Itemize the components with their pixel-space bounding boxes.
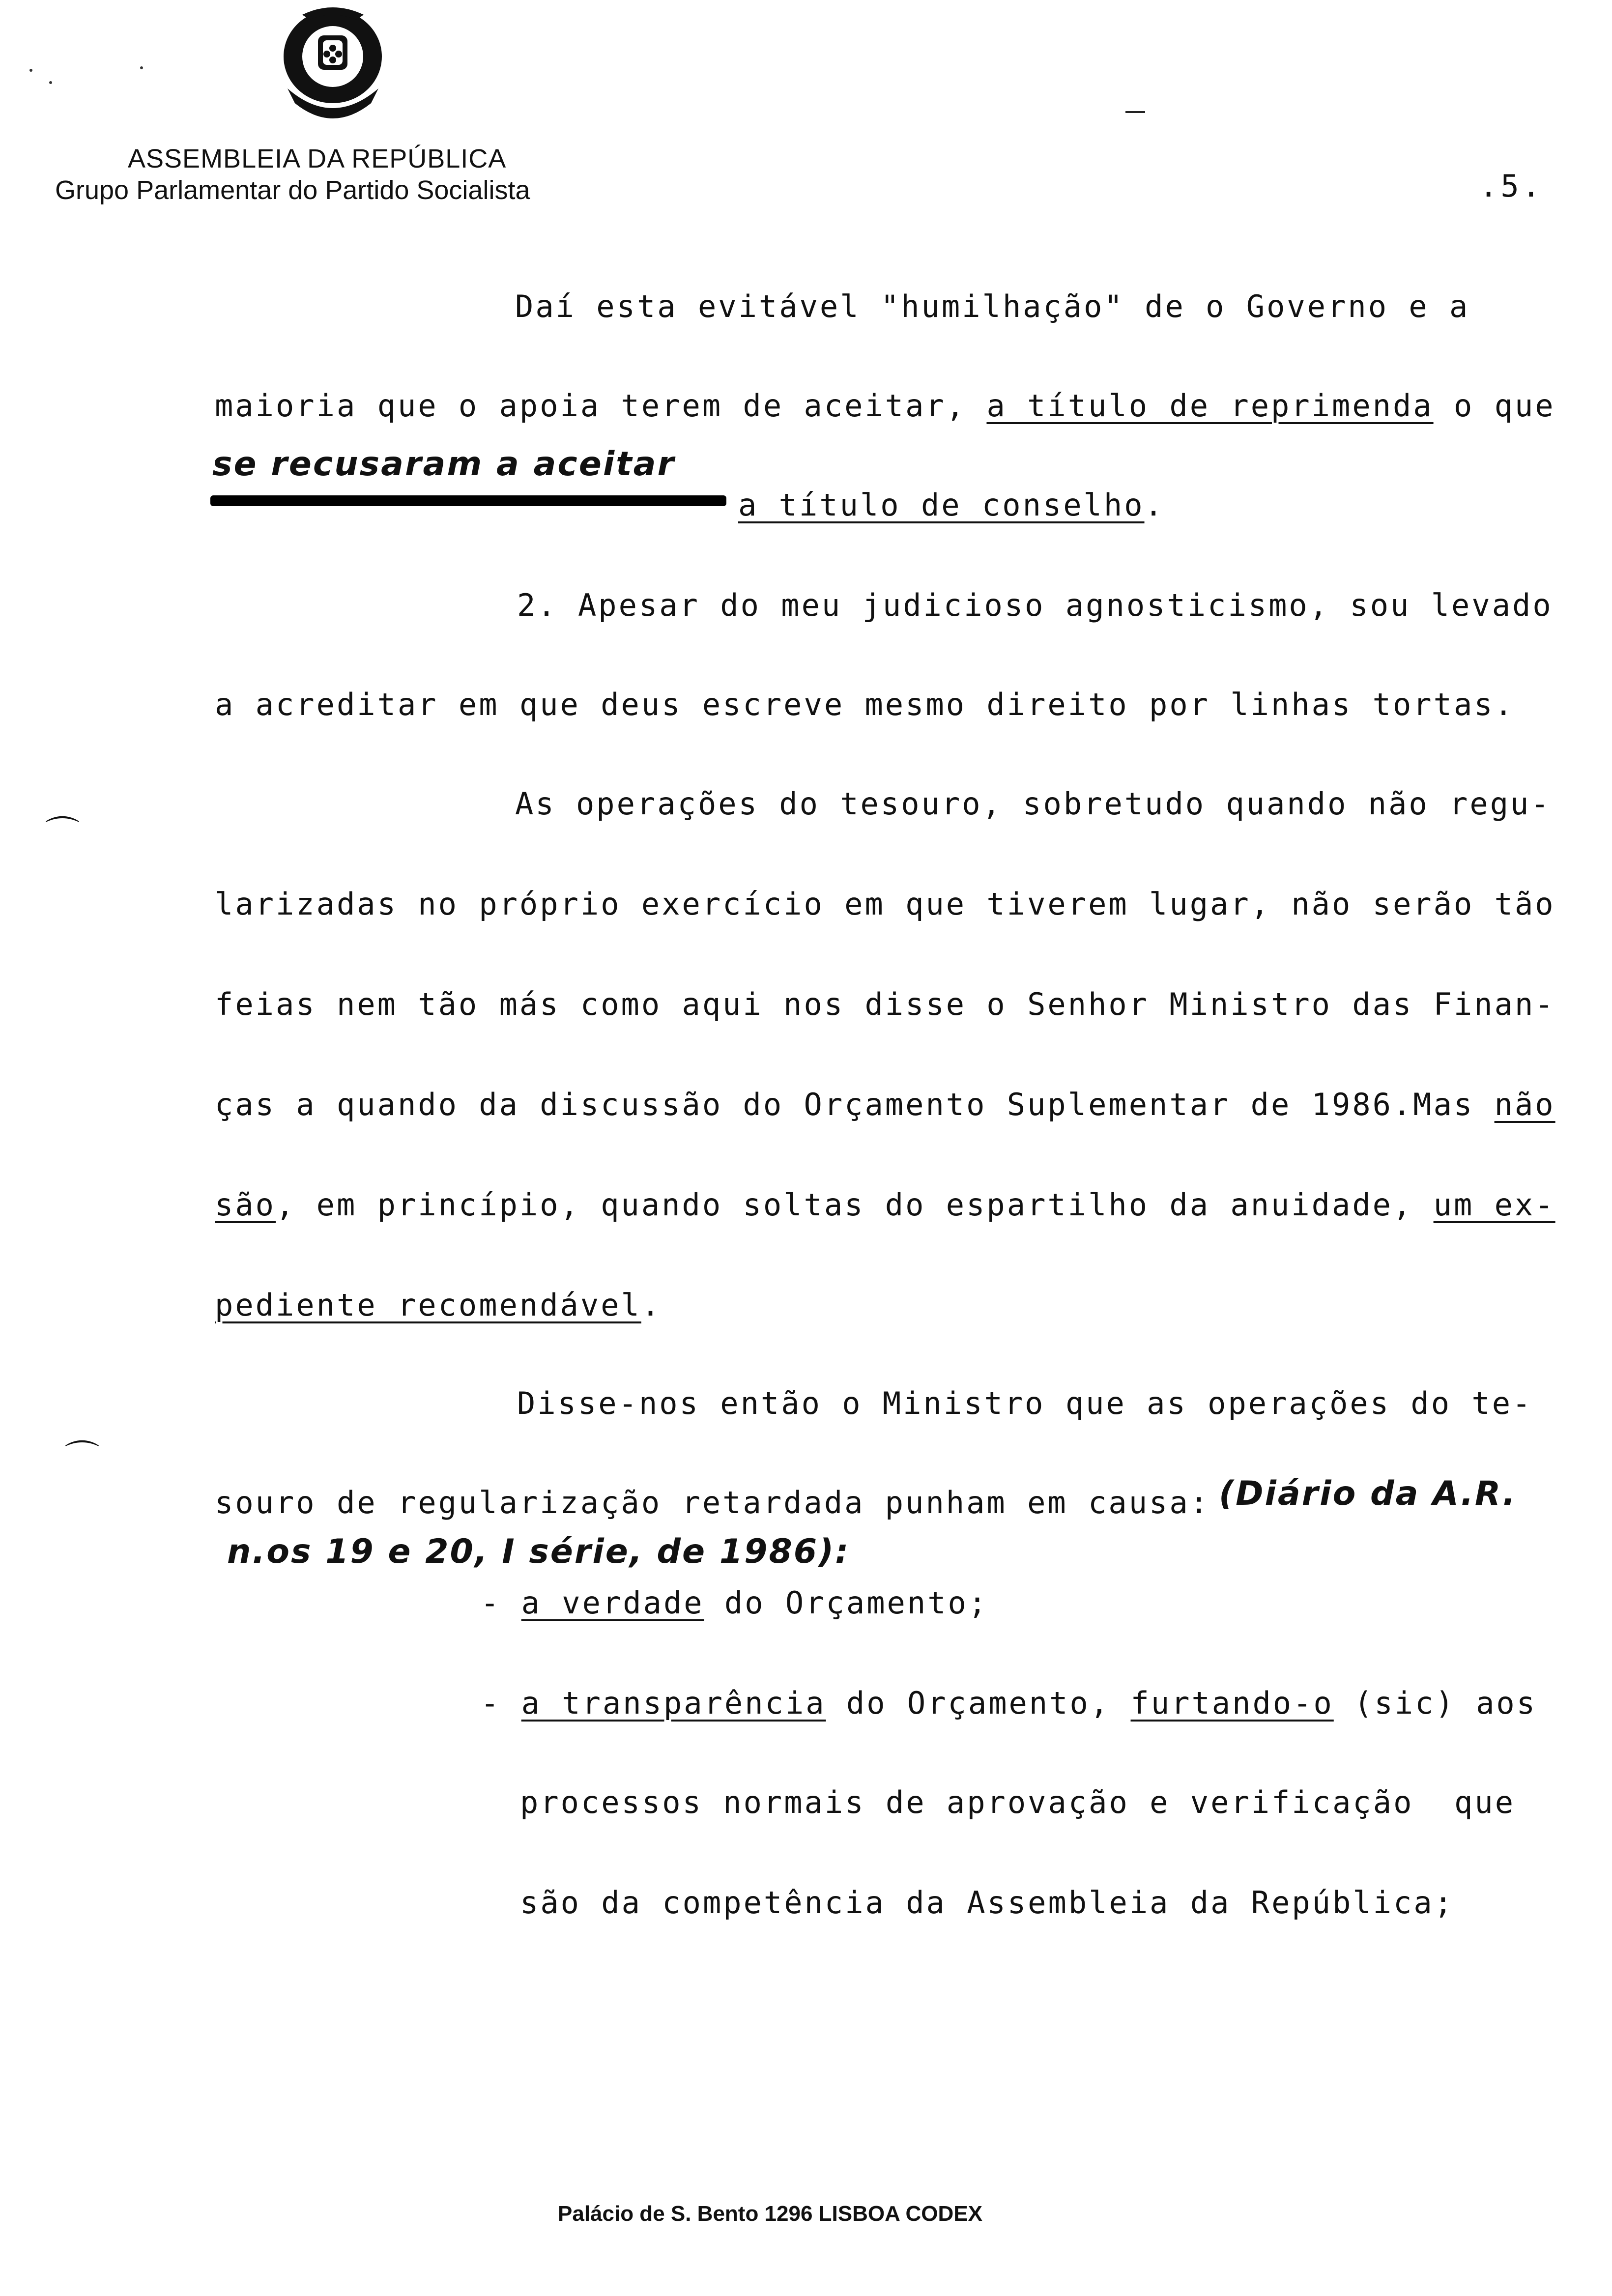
institution-name: ASSEMBLEIA DA REPÚBLICA bbox=[128, 144, 507, 173]
page-number: .5. bbox=[1479, 168, 1543, 204]
list-item: - a transparência do Orçamento, furtando-o (sic) aos bbox=[481, 1685, 1537, 1721]
coat-of-arms-icon bbox=[268, 5, 398, 133]
list-item: - a verdade do Orçamento; bbox=[481, 1585, 989, 1621]
p3-line3: feias nem tão más como aqui nos disse o Senhor Ministro das Finan- bbox=[215, 986, 1555, 1022]
handwritten-citation-1: (Diário da A.R. bbox=[1219, 1474, 1517, 1513]
speck bbox=[140, 66, 143, 69]
footer-address: Palácio de S. Bento 1296 LISBOA CODEX bbox=[558, 2202, 982, 2226]
p4-line1: Disse-nos então o Ministro que as operações do te- bbox=[517, 1385, 1533, 1421]
list-item-continuation: são da competência da Assembleia da República; bbox=[520, 1885, 1455, 1921]
p2-line1: 2. Apesar do meu judicioso agnosticismo, sou levado bbox=[517, 587, 1553, 623]
list-item-continuation: processos normais de aprovação e verificação que bbox=[520, 1784, 1516, 1820]
speck bbox=[1125, 111, 1145, 113]
underlined-phrase: pediente recomendável bbox=[215, 1287, 641, 1323]
underlined-phrase: a título de conselho bbox=[738, 487, 1145, 523]
p1-line2: maioria que o apoia terem de aceitar, a título de reprimenda o que bbox=[215, 388, 1555, 424]
binder-hole-mark: ⌒ bbox=[45, 813, 80, 854]
p4-line2: souro de regularização retardada punham em causa: bbox=[215, 1485, 1210, 1521]
p1-line1: Daí esta evitável "humilhação" de o Governo e a bbox=[515, 288, 1470, 324]
underlined-phrase: são bbox=[215, 1187, 276, 1223]
p3-line5: são, em princípio, quando soltas do espartilho da anuidade, um ex- bbox=[215, 1187, 1555, 1223]
binder-hole-mark: ⌒ bbox=[65, 1437, 99, 1478]
p3-line6: pediente recomendável. bbox=[215, 1287, 662, 1323]
underlined-phrase: não bbox=[1494, 1087, 1555, 1122]
underlined-phrase: a título de reprimenda bbox=[986, 388, 1434, 424]
group-name: Grupo Parlamentar do Partido Socialista bbox=[55, 175, 530, 205]
handwritten-citation-2: n.os 19 e 20, I série, de 1986): bbox=[227, 1532, 850, 1571]
underlined-phrase: a verdade bbox=[521, 1585, 704, 1621]
speck bbox=[49, 81, 52, 84]
underlined-phrase: furtando-o bbox=[1130, 1685, 1334, 1721]
handwritten-insertion: se recusaram a aceitar bbox=[212, 445, 676, 484]
p1-line3: a título de conselho. bbox=[738, 487, 1165, 523]
p2-line2: a acreditar em que deus escreve mesmo direito por linhas tortas. bbox=[215, 687, 1515, 722]
p3-line4: ças a quando da discussão do Orçamento Suplementar de 1986.Mas não bbox=[215, 1087, 1555, 1122]
redaction-bar bbox=[210, 495, 726, 506]
underlined-phrase: a transparência bbox=[521, 1685, 826, 1721]
p3-line1: As operações do tesouro, sobretudo quando não regu- bbox=[515, 786, 1551, 822]
underlined-phrase: um ex- bbox=[1433, 1187, 1555, 1223]
p3-line2: larizadas no próprio exercício em que tiverem lugar, não serão tão bbox=[215, 886, 1555, 922]
speck bbox=[29, 69, 32, 72]
